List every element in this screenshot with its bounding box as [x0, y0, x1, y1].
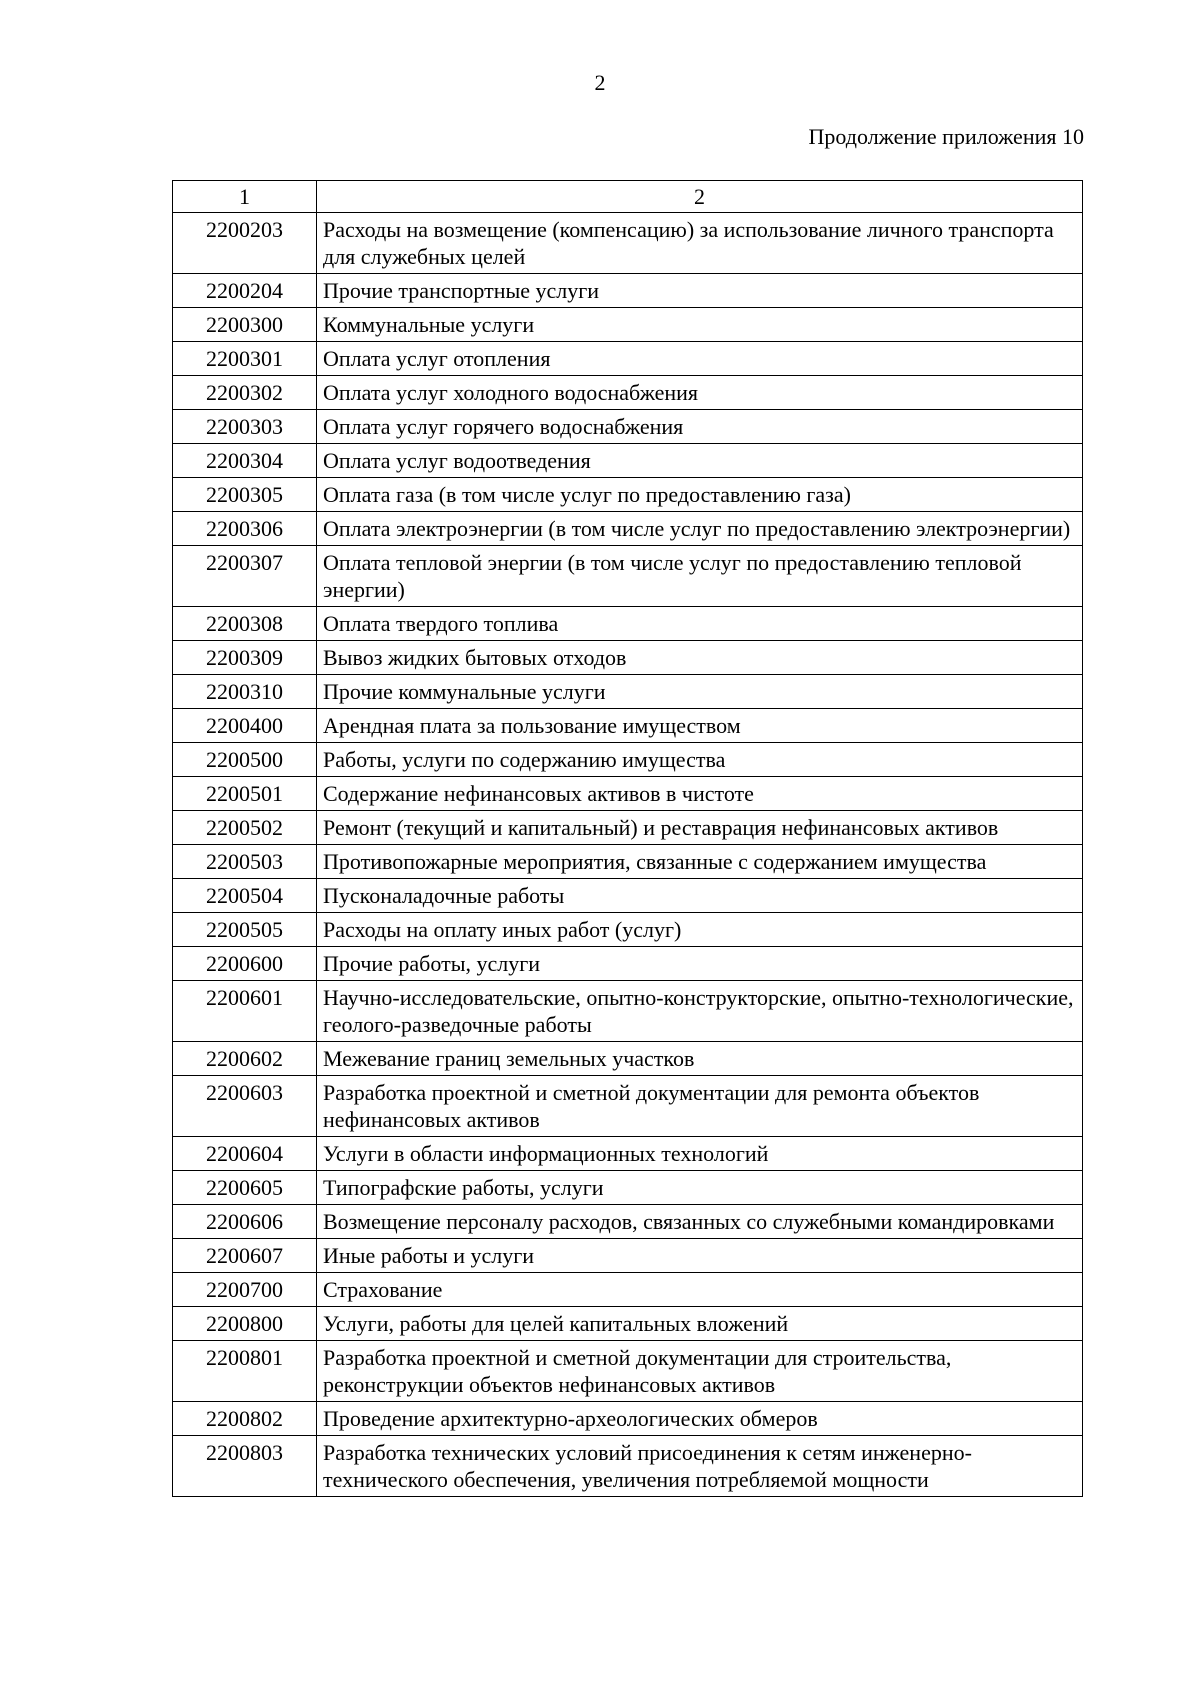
row-code: 2200802: [173, 1402, 317, 1436]
row-name: Работы, услуги по содержанию имущества: [317, 743, 1083, 777]
row-name: Межевание границ земельных участков: [317, 1042, 1083, 1076]
row-code: 2200304: [173, 444, 317, 478]
table-row: [173, 1076, 1083, 1137]
table-row: [173, 546, 1083, 607]
row-code: 2200307: [173, 546, 317, 607]
row-name: Оплата электроэнергии (в том числе услуг по предоставлению электроэнергии): [317, 512, 1083, 546]
row-code: 2200204: [173, 274, 317, 308]
table-row: [173, 641, 1083, 675]
column-header-code: 1: [173, 181, 317, 213]
row-code: 2200501: [173, 777, 317, 811]
table-row: [173, 1239, 1083, 1273]
table-header-row: [173, 181, 1083, 213]
row-name: Коммунальные услуги: [317, 308, 1083, 342]
table-row: [173, 342, 1083, 376]
table-row: [173, 213, 1083, 274]
table-body: [173, 213, 1083, 1497]
table-row: [173, 478, 1083, 512]
table-row: [173, 1137, 1083, 1171]
table-row: [173, 410, 1083, 444]
row-code: 2200800: [173, 1307, 317, 1341]
row-code: 2200305: [173, 478, 317, 512]
row-name: Разработка проектной и сметной документации для ремонта объектов нефинансовых активов: [317, 1076, 1083, 1137]
row-name: Услуги в области информационных технологий: [317, 1137, 1083, 1171]
row-code: 2200505: [173, 913, 317, 947]
row-code: 2200601: [173, 981, 317, 1042]
row-code: 2200400: [173, 709, 317, 743]
table-row: [173, 1205, 1083, 1239]
row-code: 2200310: [173, 675, 317, 709]
row-name: Научно-исследовательские, опытно-конструкторские, опытно-технологические, геолого-разведочные работы: [317, 981, 1083, 1042]
row-code: 2200700: [173, 1273, 317, 1307]
table-row: [173, 947, 1083, 981]
table-row: [173, 709, 1083, 743]
row-code: 2200309: [173, 641, 317, 675]
table-row: [173, 777, 1083, 811]
table-row: [173, 913, 1083, 947]
row-name: Расходы на возмещение (компенсацию) за использование личного транспорта для служебных целей: [317, 213, 1083, 274]
row-code: 2200500: [173, 743, 317, 777]
table-row: [173, 981, 1083, 1042]
row-code: 2200203: [173, 213, 317, 274]
table-row: [173, 1402, 1083, 1436]
column-header-name: 2: [317, 181, 1083, 213]
table-row: [173, 1341, 1083, 1402]
table-row: [173, 274, 1083, 308]
row-name: Проведение архитектурно-археологических обмеров: [317, 1402, 1083, 1436]
row-name: Оплата услуг отопления: [317, 342, 1083, 376]
row-name: Прочие работы, услуги: [317, 947, 1083, 981]
row-name: Страхование: [317, 1273, 1083, 1307]
table-row: [173, 1171, 1083, 1205]
row-name: Услуги, работы для целей капитальных вложений: [317, 1307, 1083, 1341]
row-name: Разработка проектной и сметной документации для строительства, реконструкции объектов нефинансовых активов: [317, 1341, 1083, 1402]
row-name: Оплата газа (в том числе услуг по предоставлению газа): [317, 478, 1083, 512]
row-code: 2200303: [173, 410, 317, 444]
table-row: [173, 444, 1083, 478]
row-name: Оплата услуг горячего водоснабжения: [317, 410, 1083, 444]
row-code: 2200302: [173, 376, 317, 410]
row-name: Оплата услуг холодного водоснабжения: [317, 376, 1083, 410]
row-name: Арендная плата за пользование имуществом: [317, 709, 1083, 743]
row-code: 2200306: [173, 512, 317, 546]
table-row: [173, 607, 1083, 641]
table-row: [173, 1436, 1083, 1497]
row-code: 2200308: [173, 607, 317, 641]
table-row: [173, 1042, 1083, 1076]
row-code: 2200605: [173, 1171, 317, 1205]
row-name: Расходы на оплату иных работ (услуг): [317, 913, 1083, 947]
row-name: Возмещение персоналу расходов, связанных со служебными командировками: [317, 1205, 1083, 1239]
row-code: 2200604: [173, 1137, 317, 1171]
table-row: [173, 879, 1083, 913]
table-row: [173, 1273, 1083, 1307]
table-row: [173, 811, 1083, 845]
row-code: 2200803: [173, 1436, 317, 1497]
row-code: 2200502: [173, 811, 317, 845]
row-name: Противопожарные мероприятия, связанные с содержанием имущества: [317, 845, 1083, 879]
table-row: [173, 512, 1083, 546]
row-code: 2200300: [173, 308, 317, 342]
row-name: Ремонт (текущий и капитальный) и реставрация нефинансовых активов: [317, 811, 1083, 845]
continuation-label: Продолжение приложения 10: [808, 124, 1084, 149]
row-name: Вывоз жидких бытовых отходов: [317, 641, 1083, 675]
row-code: 2200606: [173, 1205, 317, 1239]
row-name: Прочие коммунальные услуги: [317, 675, 1083, 709]
row-code: 2200301: [173, 342, 317, 376]
row-name: Оплата тепловой энергии (в том числе услуг по предоставлению тепловой энергии): [317, 546, 1083, 607]
table-row: [173, 743, 1083, 777]
row-name: Оплата твердого топлива: [317, 607, 1083, 641]
table-row: [173, 376, 1083, 410]
page-number: 2: [594, 70, 606, 95]
row-name: Содержание нефинансовых активов в чистоте: [317, 777, 1083, 811]
table-row: [173, 845, 1083, 879]
row-name: Пусконаладочные работы: [317, 879, 1083, 913]
row-name: Оплата услуг водоотведения: [317, 444, 1083, 478]
row-name: Типографские работы, услуги: [317, 1171, 1083, 1205]
table-row: [173, 308, 1083, 342]
row-name: Прочие транспортные услуги: [317, 274, 1083, 308]
row-code: 2200602: [173, 1042, 317, 1076]
row-name: Иные работы и услуги: [317, 1239, 1083, 1273]
row-code: 2200801: [173, 1341, 317, 1402]
row-code: 2200504: [173, 879, 317, 913]
row-code: 2200603: [173, 1076, 317, 1137]
row-code: 2200607: [173, 1239, 317, 1273]
table-row: [173, 1307, 1083, 1341]
row-code: 2200503: [173, 845, 317, 879]
table-row: [173, 675, 1083, 709]
expense-codes-table: [172, 180, 1083, 1497]
row-name: Разработка технических условий присоединения к сетям инженерно-технического обеспечения, увеличения потребляемой мощности: [317, 1436, 1083, 1497]
row-code: 2200600: [173, 947, 317, 981]
